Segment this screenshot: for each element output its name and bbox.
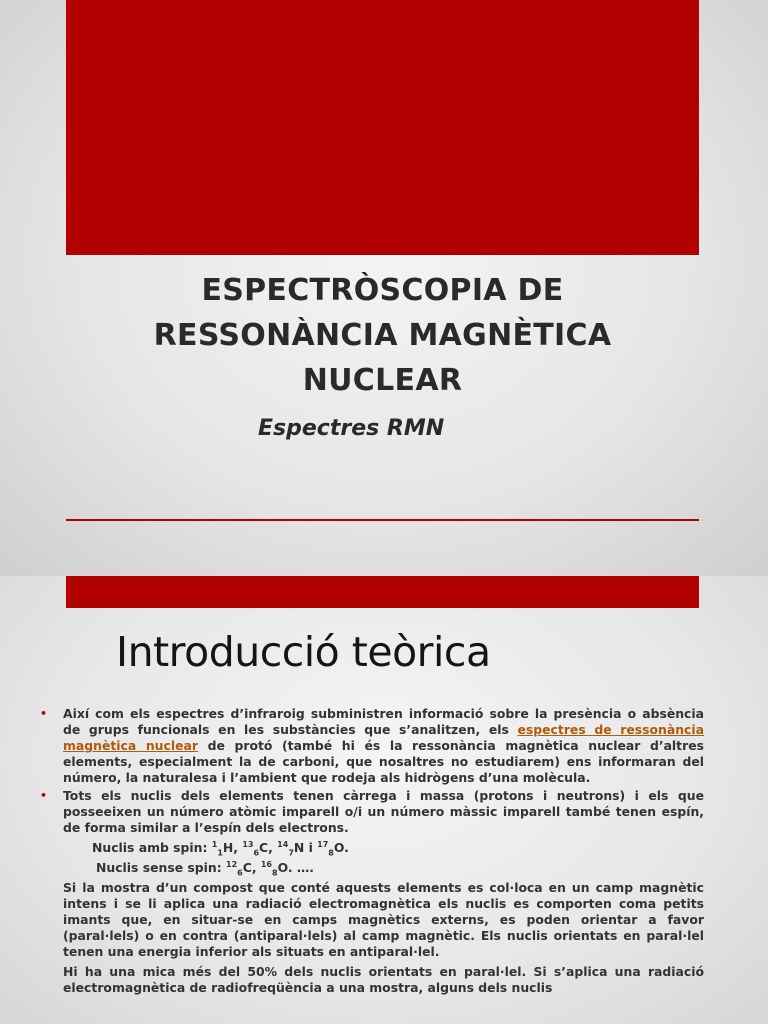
element-symbol: C (259, 840, 269, 855)
slide-subtitle: Espectres RMN (258, 416, 445, 441)
title-line: RESSONÀNCIA MAGNÈTICA (153, 318, 612, 353)
mass-number: 16 (260, 859, 272, 869)
title-red-band (66, 0, 699, 255)
bullet-icon: • (40, 707, 48, 720)
element-symbol: O (277, 860, 288, 875)
atomic-number: 8 (271, 868, 278, 878)
bullet-icon: • (40, 789, 48, 802)
title-line: NUCLEAR (302, 363, 463, 398)
element-symbol: H (222, 840, 234, 855)
element-symbol: O (333, 840, 345, 855)
body-paragraph: Hi ha una mica més del 50% dels nuclis orientats en paral·lel. Si s’aplica una radiació electromagnètica de radiofreqüència a una mostra, alguns dels nuclis (63, 964, 704, 995)
bullet-item (36, 788, 704, 836)
element-symbol: C (242, 860, 252, 875)
bullet-item (36, 706, 704, 786)
atomic-number: 8 (328, 848, 334, 858)
body-paragraph: Si la mostra d’un compost que conté aquests elements es col·loca en un camp magnètic intens i se li aplica una radiació electromagnètica els nuclis es comporten coma petits imants que, en situar-se en camps magnètics externs, es poden orientar a favor (paral·lels) o en contra (antiparal·lels) al camp magnètic. Els nuclis orientats en paral·lel tenen una energia inferior als situats en antiparal·lel. (63, 880, 704, 959)
nmr-spectra-link[interactable]: espectres de ressonància magnètica nuclear (63, 722, 704, 753)
intro-red-band (66, 576, 699, 608)
bullet-text: de protó (també hi és la ressonància magnètica nuclear d’altres elements, especialment la de carboni, que nosaltres no estudiarem) ens informaran del número, la naturalesa i l’ambient que rodeja als hidrògens d’una molècula. (63, 738, 704, 785)
intro-slide (0, 576, 768, 1024)
mass-number: 14 (277, 839, 289, 849)
atomic-number: 1 (217, 848, 223, 858)
bullet-text: Així com els espectres d’infraroig subministren informació sobre la presència o absència de grups funcionals en les substàncies que s’analitzen, els (63, 706, 704, 737)
mass-number: 12 (226, 859, 238, 869)
nospin-tail: . …. (287, 860, 314, 875)
mass-number: 17 (317, 839, 329, 849)
title-divider (66, 519, 699, 521)
intro-body (36, 706, 704, 996)
atomic-number: 7 (288, 848, 294, 858)
intro-title: Introducció teòrica (116, 628, 491, 676)
bullet-text: Tots els nuclis dels elements tenen càrrega i massa (protons i neutrons) i els que posseeixen un número atòmic imparell o/i un número màssic imparell també tenen espín, de forma similar a l’espín dels electrons. (63, 788, 704, 835)
nospin-label: Nuclis sense spin: (96, 860, 226, 875)
atomic-number: 6 (237, 868, 243, 878)
mass-number: 13 (242, 839, 254, 849)
spin-nuclei-line: Nuclis amb spin: $^1_1$H, $^{13}_6$C, $^{14}_7$N i $^{17}_8$O. (92, 839, 349, 858)
title-line: ESPECTRÒSCOPIA DE (201, 273, 564, 308)
nospin-nuclei-line: Nuclis sense spin: $^{12}_6$C, $^{16}_8$O. …. (96, 859, 314, 878)
atomic-number: 6 (253, 848, 260, 858)
mass-number: 1 (211, 839, 218, 849)
slide-title (66, 268, 699, 403)
element-symbol: N (293, 840, 305, 855)
spin-label: Nuclis amb spin: (92, 840, 212, 855)
